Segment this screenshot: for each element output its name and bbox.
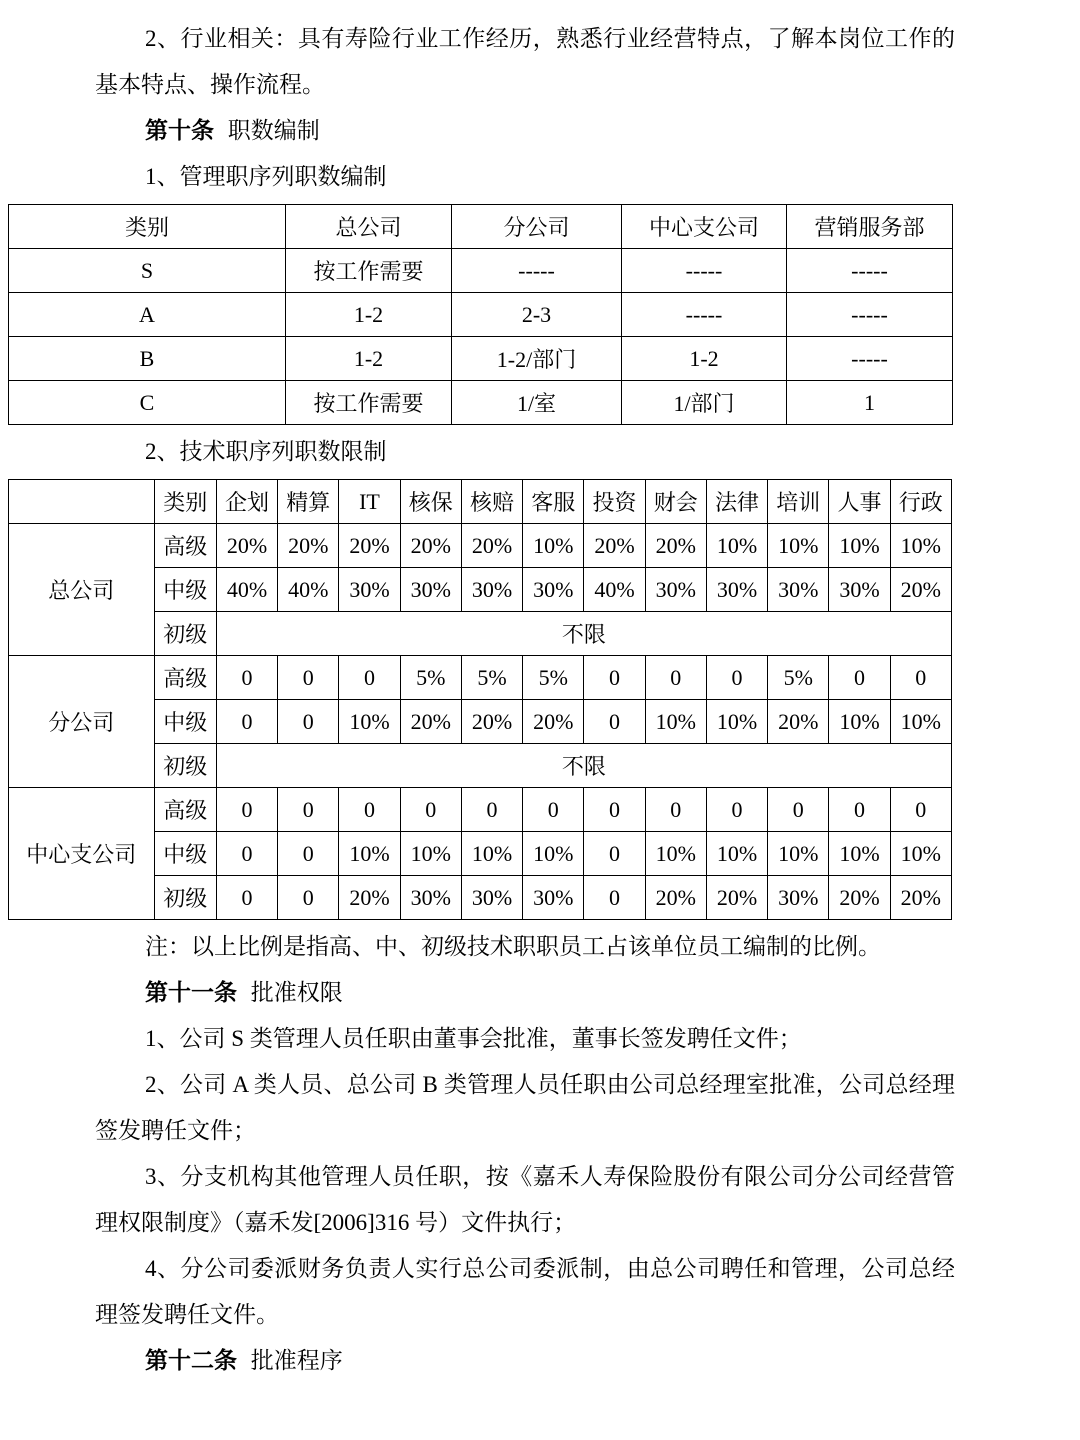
table-cell: 初级: [154, 612, 216, 656]
table-cell: B: [9, 337, 286, 381]
table-cell: 20%: [768, 700, 829, 744]
table-cell: 中级: [154, 700, 216, 744]
table-cell: 高级: [154, 524, 216, 568]
article-10-heading: [95, 108, 955, 154]
article-11-title: 批准权限: [250, 980, 343, 1005]
table-cell: 1: [787, 381, 953, 425]
table-cell: 按工作需要: [286, 249, 452, 293]
table-cell: 初级: [154, 744, 216, 788]
table-cell: 0: [400, 788, 461, 832]
management-headcount-table: [8, 204, 953, 425]
table-cell: 20%: [339, 524, 400, 568]
table-cell: 0: [216, 788, 277, 832]
table-cell: 1-2: [286, 337, 452, 381]
column-header: 精算: [278, 480, 339, 524]
item-management-sequence: 1、管理职序列职数编制: [145, 164, 387, 189]
table-cell: 0: [278, 876, 339, 920]
table-cell: 0: [706, 656, 767, 700]
table-cell: 10%: [645, 700, 706, 744]
table-cell: 1-2/部门: [452, 337, 622, 381]
article-12-heading: [95, 1338, 955, 1384]
table-cell: 中级: [154, 832, 216, 876]
table-cell: C: [9, 381, 286, 425]
column-header: 分公司: [452, 205, 622, 249]
table-cell: 10%: [829, 832, 890, 876]
article-11-item-4: 4、分公司委派财务负责人实行总公司委派制，由总公司聘任和管理，公司总经理签发聘任文件。: [95, 1256, 955, 1327]
table-cell: 0: [645, 656, 706, 700]
table-cell: 5%: [400, 656, 461, 700]
table-cell: 10%: [890, 832, 951, 876]
table-cell: 0: [706, 788, 767, 832]
table-cell: 40%: [216, 568, 277, 612]
table-cell: -----: [787, 337, 953, 381]
article-11-item-1: 1、公司 S 类管理人员任职由董事会批准，董事长签发聘任文件；: [145, 1026, 802, 1051]
table-cell: 0: [584, 832, 645, 876]
table-cell: 10%: [400, 832, 461, 876]
table-cell: 10%: [890, 700, 951, 744]
table-cell: -----: [787, 293, 953, 337]
unlimited-cell: 不限: [216, 744, 951, 788]
column-header: 总公司: [286, 205, 452, 249]
column-header: 核保: [400, 480, 461, 524]
table-cell: 0: [768, 788, 829, 832]
table-cell: 10%: [890, 524, 951, 568]
table-cell: 10%: [829, 700, 890, 744]
column-header: 企划: [216, 480, 277, 524]
table-row: [9, 249, 953, 293]
group-head-office: 总公司: [9, 524, 155, 656]
column-header: 类别: [9, 205, 286, 249]
table-cell: -----: [622, 293, 787, 337]
table-cell: 20%: [645, 524, 706, 568]
table-cell: 30%: [768, 876, 829, 920]
article-12-number: 第十二条: [145, 1348, 237, 1373]
table-cell: 中级: [154, 568, 216, 612]
table-cell: 0: [216, 700, 277, 744]
column-header: 类别: [154, 480, 216, 524]
table-row: [9, 788, 952, 832]
table-cell: S: [9, 249, 286, 293]
table-cell: 0: [584, 700, 645, 744]
table-cell: 1-2: [286, 293, 452, 337]
table-cell: 0: [645, 788, 706, 832]
column-header: 培训: [768, 480, 829, 524]
table-cell: 0: [584, 788, 645, 832]
table-note: 注：以上比例是指高、中、初级技术职职员工占该单位员工编制的比例。: [145, 934, 881, 959]
column-header: [9, 480, 155, 524]
table-cell: 初级: [154, 876, 216, 920]
technical-headcount-table: [8, 479, 952, 920]
table-cell: 0: [339, 788, 400, 832]
table-cell: 20%: [829, 876, 890, 920]
table-cell: 30%: [461, 876, 522, 920]
table-cell: 0: [278, 700, 339, 744]
table-cell: 0: [890, 656, 951, 700]
table-row: [9, 337, 953, 381]
table-cell: 10%: [523, 524, 584, 568]
column-header: 客服: [523, 480, 584, 524]
table-row: [9, 293, 953, 337]
table-cell: 0: [216, 876, 277, 920]
column-header: 人事: [829, 480, 890, 524]
table-cell: 20%: [890, 568, 951, 612]
table-cell: 30%: [461, 568, 522, 612]
table-cell: 30%: [523, 876, 584, 920]
table-cell: 20%: [461, 524, 522, 568]
article-11-heading: [95, 970, 955, 1016]
article-10-title: 职数编制: [227, 118, 320, 143]
table-cell: 10%: [339, 832, 400, 876]
column-header: 核赔: [461, 480, 522, 524]
table-cell: 1/室: [452, 381, 622, 425]
item-technical-sequence: 2、技术职序列职数限制: [145, 439, 387, 464]
table-cell: 30%: [645, 568, 706, 612]
column-header: 中心支公司: [622, 205, 787, 249]
table-cell: 5%: [768, 656, 829, 700]
table-cell: -----: [622, 249, 787, 293]
table-cell: 2-3: [452, 293, 622, 337]
article-11-item-3: 3、分支机构其他管理人员任职，按《嘉禾人寿保险股份有限公司分公司经营管理权限制度》（嘉禾发[2006]316 号）文件执行；: [95, 1164, 955, 1235]
table-cell: 30%: [768, 568, 829, 612]
table-cell: A: [9, 293, 286, 337]
table-cell: 20%: [584, 524, 645, 568]
table-cell: 40%: [278, 568, 339, 612]
table-cell: 10%: [706, 524, 767, 568]
table-header-row: [9, 205, 953, 249]
table-cell: 0: [584, 876, 645, 920]
table-cell: 30%: [339, 568, 400, 612]
table-cell: 0: [584, 656, 645, 700]
table-cell: 10%: [339, 700, 400, 744]
table-cell: 0: [829, 656, 890, 700]
table-row: [9, 656, 952, 700]
article-11-item-2: 2、公司 A 类人员、总公司 B 类管理人员任职由公司总经理室批准，公司总经理签发聘任文件；: [95, 1072, 955, 1143]
table-cell: 10%: [706, 700, 767, 744]
table-cell: 30%: [400, 568, 461, 612]
table-row: [9, 524, 952, 568]
table-cell: 30%: [523, 568, 584, 612]
article-11-number: 第十一条: [145, 980, 237, 1005]
table-cell: 20%: [706, 876, 767, 920]
article-12-title: 批准程序: [250, 1348, 343, 1373]
group-central-sub: 中心支公司: [9, 788, 155, 920]
column-header: 营销服务部: [787, 205, 953, 249]
article-10-number: 第十条: [145, 118, 214, 143]
table-cell: 0: [278, 788, 339, 832]
table-cell: -----: [452, 249, 622, 293]
paragraph-industry-requirement: 2、行业相关：具有寿险行业工作经历，熟悉行业经营特点，了解本岗位工作的基本特点、操作流程。: [95, 26, 955, 97]
table-cell: 30%: [829, 568, 890, 612]
table-cell: 0: [461, 788, 522, 832]
table-cell: 0: [890, 788, 951, 832]
table-cell: 20%: [278, 524, 339, 568]
table-cell: 20%: [461, 700, 522, 744]
table-cell: 20%: [216, 524, 277, 568]
table-cell: 10%: [768, 832, 829, 876]
table-row: [9, 381, 953, 425]
table-cell: 10%: [461, 832, 522, 876]
table-cell: 0: [339, 656, 400, 700]
table-cell: 0: [216, 656, 277, 700]
table-cell: 20%: [339, 876, 400, 920]
column-header: 投资: [584, 480, 645, 524]
table-cell: 20%: [645, 876, 706, 920]
column-header: IT: [339, 480, 400, 524]
table-cell: 0: [278, 656, 339, 700]
table-cell: 40%: [584, 568, 645, 612]
table-cell: 20%: [523, 700, 584, 744]
table-cell: 0: [278, 832, 339, 876]
table-cell: 10%: [829, 524, 890, 568]
table-header-row: [9, 480, 952, 524]
table-cell: 10%: [523, 832, 584, 876]
table-cell: 20%: [400, 524, 461, 568]
table-cell: 0: [216, 832, 277, 876]
table-cell: 10%: [645, 832, 706, 876]
table-cell: 10%: [768, 524, 829, 568]
table-cell: 5%: [523, 656, 584, 700]
table-cell: 按工作需要: [286, 381, 452, 425]
group-branch: 分公司: [9, 656, 155, 788]
column-header: 法律: [706, 480, 767, 524]
column-header: 财会: [645, 480, 706, 524]
table-cell: 0: [523, 788, 584, 832]
table-cell: 20%: [400, 700, 461, 744]
table-cell: 1/部门: [622, 381, 787, 425]
table-cell: 20%: [890, 876, 951, 920]
table-cell: 高级: [154, 788, 216, 832]
unlimited-cell: 不限: [216, 612, 951, 656]
table-cell: 5%: [461, 656, 522, 700]
table-cell: 10%: [706, 832, 767, 876]
table-cell: 高级: [154, 656, 216, 700]
table-cell: -----: [787, 249, 953, 293]
table-cell: 0: [829, 788, 890, 832]
table-cell: 1-2: [622, 337, 787, 381]
table-cell: 30%: [706, 568, 767, 612]
table-cell: 30%: [400, 876, 461, 920]
column-header: 行政: [890, 480, 951, 524]
